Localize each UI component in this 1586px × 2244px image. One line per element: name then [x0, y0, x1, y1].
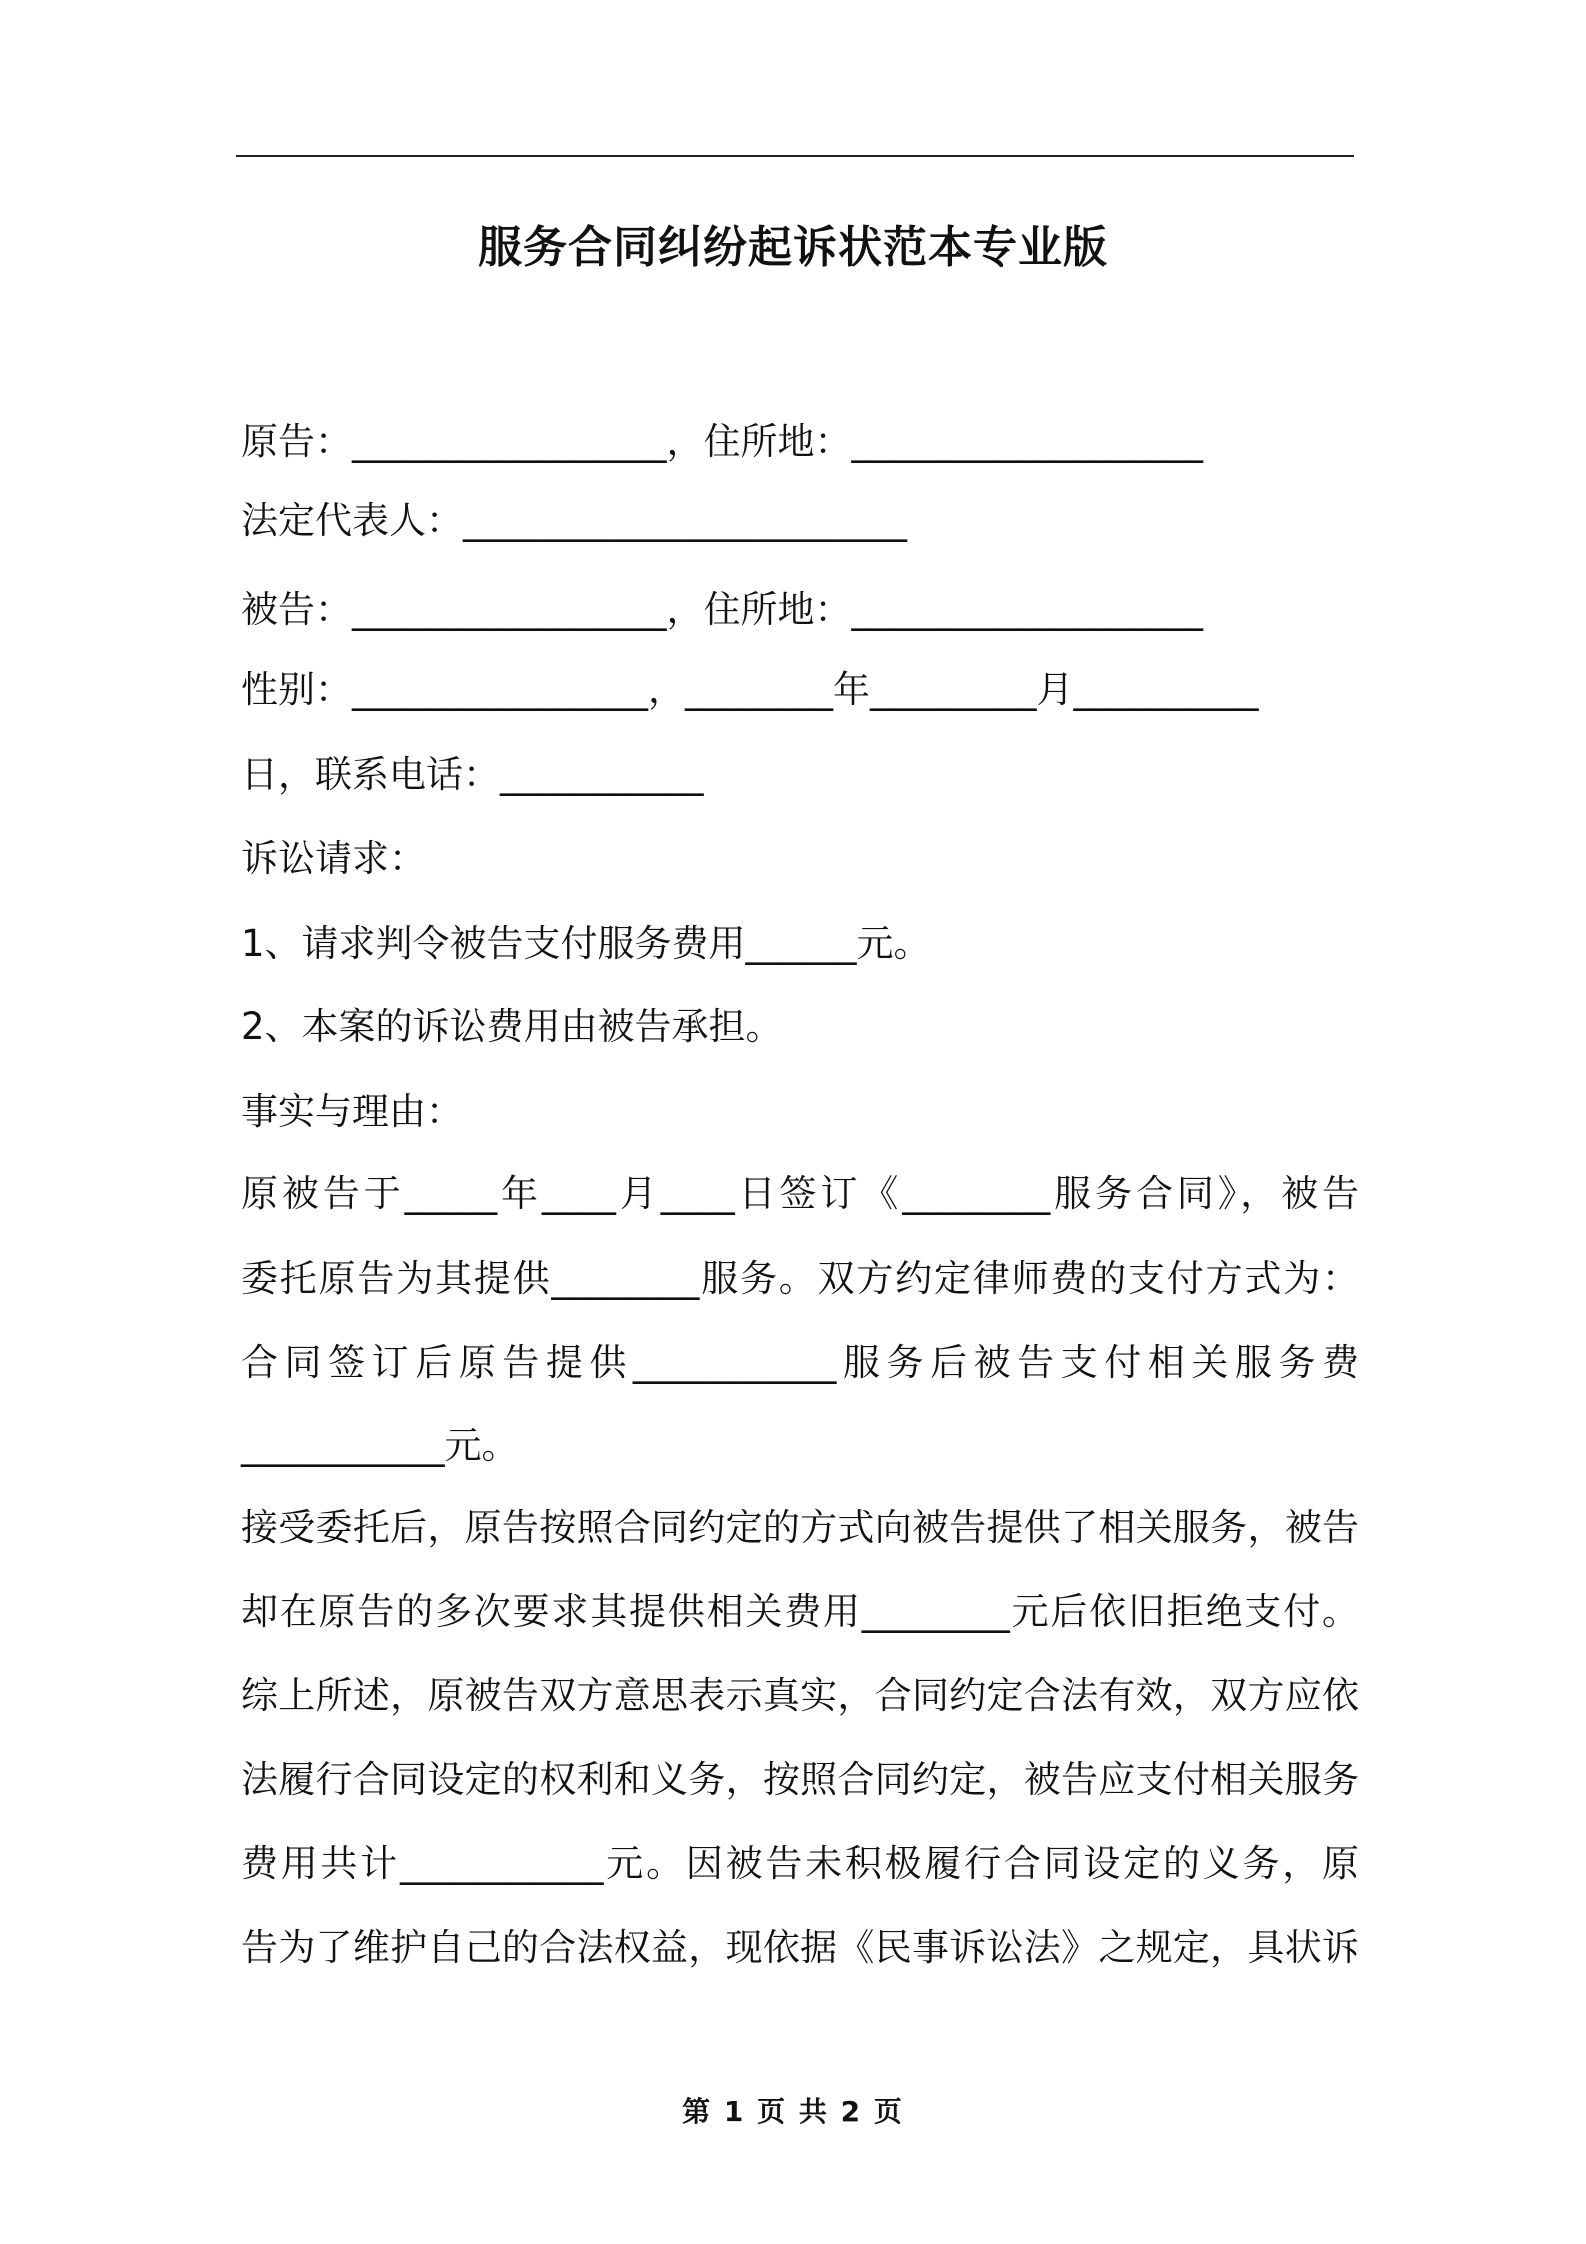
facts-paragraph-line: 原被告于_____年____月____日签订《________服务合同》，被告: [241, 1172, 1359, 1215]
contact-phone-line: 日，联系电话：___________: [241, 753, 704, 796]
gender-birthdate-line: 性别：________________，________年_________月__________: [241, 668, 1259, 711]
legal-representative-line: 法定代表人：________________________: [241, 499, 907, 542]
claim-item-2: 2、本案的诉讼费用由被告承担。: [241, 1005, 783, 1048]
facts-paragraph-line: 却在原告的多次要求其提供相关费用________元后依旧拒绝支付。: [241, 1590, 1359, 1633]
plaintiff-line: 原告：_________________，住所地：___________________: [241, 420, 1203, 463]
conclusion-paragraph-line: 法履行合同设定的权利和义务，按照合同约定，被告应支付相关服务: [241, 1758, 1359, 1801]
facts-paragraph-line: 合同签订后原告提供___________服务后被告支付相关服务费: [241, 1341, 1359, 1384]
header-rule: [236, 155, 1354, 157]
document-title: 服务合同纠纷起诉状范本专业版: [478, 222, 1108, 273]
claim-item-1: 1、请求判令被告支付服务费用______元。: [241, 922, 931, 965]
page-number: 第 1 页 共 2 页: [682, 2095, 904, 2128]
facts-paragraph-line: 接受委托后，原告按照合同约定的方式向被告提供了相关服务，被告: [241, 1506, 1359, 1549]
facts-heading: 事实与理由：: [241, 1090, 463, 1133]
facts-paragraph-line: ___________元。: [241, 1424, 519, 1467]
conclusion-paragraph-line: 综上所述，原被告双方意思表示真实，合同约定合法有效，双方应依: [241, 1674, 1359, 1717]
defendant-line: 被告：_________________，住所地：___________________: [241, 588, 1203, 631]
conclusion-paragraph-line: 费用共计___________元。因被告未积极履行合同设定的义务，原: [241, 1842, 1359, 1885]
conclusion-paragraph-line: 告为了维护自己的合法权益，现依据《民事诉讼法》之规定，具状诉: [241, 1926, 1359, 1969]
claims-heading: 诉讼请求：: [241, 837, 426, 880]
facts-paragraph-line: 委托原告为其提供________服务。双方约定律师费的支付方式为：: [241, 1257, 1359, 1300]
